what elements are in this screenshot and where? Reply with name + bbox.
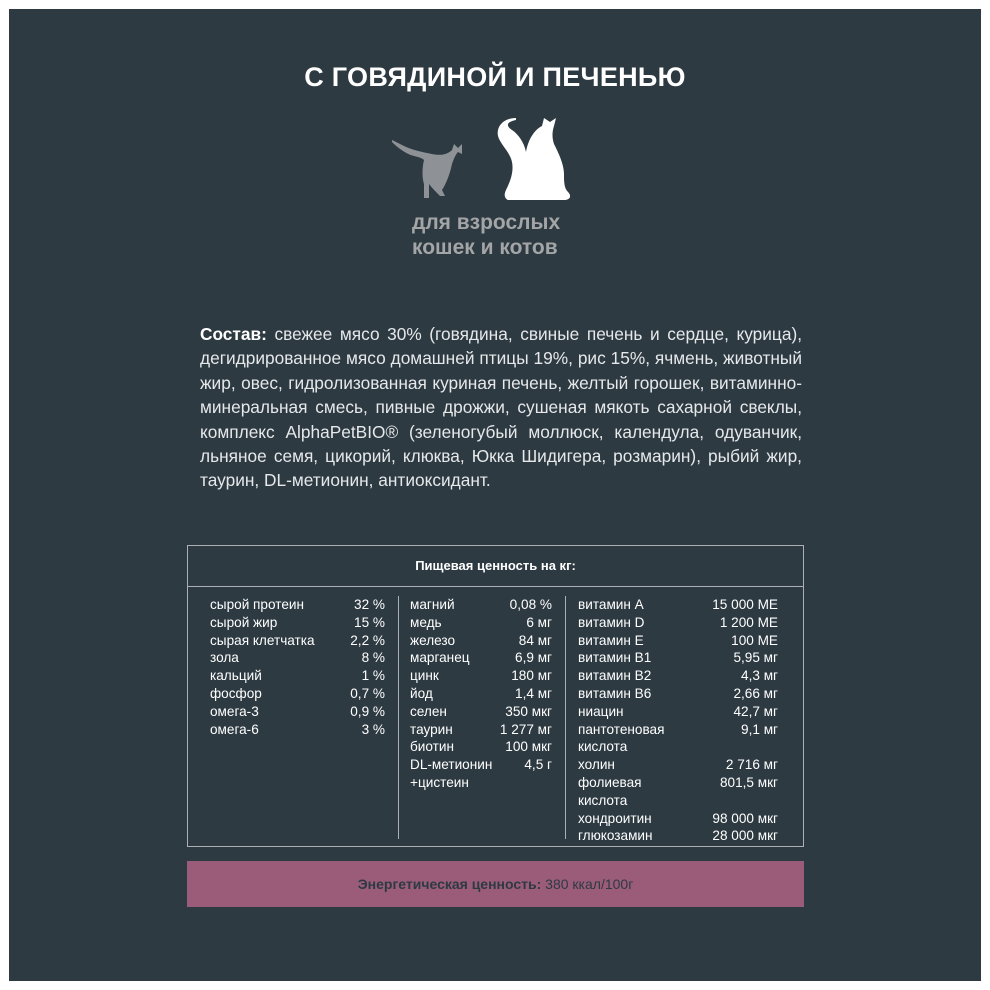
- nutrient-row: [410, 703, 552, 721]
- nutrient-row: [210, 632, 385, 650]
- nutrient-name: пантотеновая: [578, 721, 665, 737]
- nutrient-value: 15 %: [354, 614, 385, 630]
- nutrient-row: [578, 614, 778, 632]
- nutrient-value: 9,1 мг: [741, 721, 778, 737]
- nutrient-row: [578, 774, 778, 792]
- composition-text: [200, 322, 802, 493]
- target-audience-line-1: для взрослых: [412, 211, 561, 234]
- cats-illustration: [388, 112, 588, 212]
- small-cat-icon: [392, 140, 462, 198]
- nutrient-value: 2 716 мг: [725, 757, 778, 773]
- nutrient-value: 801,5 мкг: [719, 774, 778, 790]
- nutrient-name: кальций: [210, 668, 262, 684]
- nutrient-row: [578, 667, 778, 685]
- nutrient-row: [210, 721, 385, 739]
- nutrient-name: цинк: [410, 668, 439, 684]
- energy-label: Энергетическая ценность:: [357, 876, 542, 892]
- nutrient-value: 98 000 мкг: [712, 810, 778, 826]
- nutrient-value: 2,66 мг: [733, 685, 778, 701]
- nutrient-name: холин: [578, 757, 615, 773]
- composition-label: Состав:: [200, 324, 267, 344]
- product-title: С ГОВЯДИНОЙ И ПЕЧЕНЬЮ: [304, 62, 686, 92]
- nutrition-table-header: Пищевая ценность на кг:: [188, 546, 803, 587]
- nutrient-row: [410, 614, 552, 632]
- nutrient-row: [578, 792, 778, 810]
- nutrient-name: кислота: [578, 792, 628, 808]
- nutrient-value: 8 %: [361, 650, 385, 666]
- nutrient-value: 15 000 МЕ: [712, 597, 778, 612]
- nutrient-row: [578, 810, 778, 828]
- nutrient-value: 28 000 мкг: [712, 828, 778, 844]
- nutrient-row: [410, 756, 552, 774]
- nutrient-value: 4,3 мг: [741, 668, 778, 684]
- nutrient-value: 5,95 мг: [733, 650, 778, 666]
- column-divider: [398, 596, 399, 839]
- nutrient-name: витамин E: [578, 632, 644, 648]
- nutrient-value: 84 мг: [518, 632, 552, 648]
- nutrient-value: 1 %: [361, 668, 385, 684]
- energy-value: 380 ккал/100г: [541, 876, 634, 892]
- nutrient-value: 6,9 мг: [515, 650, 552, 666]
- nutrient-row: [210, 596, 385, 614]
- nutrient-row: [578, 596, 778, 614]
- nutrient-row: [410, 685, 552, 703]
- nutrient-row: [210, 649, 385, 667]
- nutrient-name: сырой протеин: [210, 597, 304, 612]
- nutrient-name: омега-6: [210, 721, 259, 737]
- nutrient-name: таурин: [410, 721, 453, 737]
- nutrient-value: 1,4 мг: [515, 685, 552, 701]
- nutrient-value: 32 %: [354, 597, 385, 612]
- target-audience-label: [412, 210, 612, 260]
- large-cat-icon: [498, 118, 570, 200]
- nutrient-row: [578, 756, 778, 774]
- nutrient-name: медь: [410, 614, 442, 630]
- nutrient-row: [578, 721, 778, 739]
- nutrient-name: хондроитин: [578, 810, 652, 826]
- nutrient-row: [578, 649, 778, 667]
- nutrient-name: йод: [410, 685, 433, 701]
- nutrient-name: магний: [410, 597, 455, 612]
- nutrient-value: 180 мг: [511, 668, 552, 684]
- nutrient-row: [410, 721, 552, 739]
- nutrient-row: [578, 738, 778, 756]
- composition-ingredients: свежее мясо 30% (говядина, свиные печень и сердце, курица), дегидрированное мясо домашней птицы 19%, рис 15%, ячмень, животный жир, овес, гидролизованная куриная печень, желтый горошек, витаминно-минеральная смесь, пивные дрожжи, сушеная мякоть сахарной свеклы, комплекс AlphaPetBIO® (зеленогубый моллюск, календула, одуванчик, льняное семя, цикорий, клюква, Юкка Шидигера, розмарин), рыбий жир, таурин, DL-метионин, антиоксидант.: [200, 324, 802, 491]
- nutrient-value: 0,9 %: [350, 703, 385, 719]
- nutrient-row: [210, 614, 385, 632]
- nutrient-name: марганец: [410, 650, 470, 666]
- nutrient-row: [410, 667, 552, 685]
- nutrient-name: глюкозамин: [578, 828, 653, 844]
- nutrient-name: фолиевая: [578, 774, 642, 790]
- nutrient-value: 0,7 %: [350, 685, 385, 701]
- nutrient-row: [410, 774, 552, 792]
- nutrition-column-minerals: [410, 596, 552, 792]
- nutrient-row: [210, 685, 385, 703]
- nutrient-name: +цистеин: [410, 774, 469, 790]
- nutrient-value: 6 мг: [526, 614, 552, 630]
- nutrient-name: витамин B6: [578, 685, 652, 701]
- nutrient-name: омега-3: [210, 703, 259, 719]
- nutrient-name: селен: [410, 703, 447, 719]
- nutrient-row: [410, 632, 552, 650]
- nutrient-value: 0,08 %: [509, 597, 552, 612]
- column-divider: [565, 596, 566, 839]
- nutrient-value: 350 мкг: [505, 703, 552, 719]
- nutrient-name: железо: [410, 632, 456, 648]
- nutrient-name: сырой жир: [210, 614, 278, 630]
- target-audience-line-2: кошек и котов: [412, 236, 558, 259]
- nutrient-row: [210, 703, 385, 721]
- nutrient-name: фосфор: [210, 685, 262, 701]
- nutrient-value: 100 МЕ: [731, 632, 778, 648]
- nutrient-row: [578, 827, 778, 845]
- nutrition-table: [187, 545, 804, 847]
- nutrient-name: кислота: [578, 739, 628, 755]
- nutrient-name: зола: [210, 650, 239, 666]
- nutrient-name: витамин B1: [578, 650, 652, 666]
- nutrition-column-macros: [210, 596, 385, 738]
- nutrient-name: DL-метионин: [410, 757, 493, 773]
- nutrient-name: сырая клетчатка: [210, 632, 315, 648]
- nutrient-value: 1 277 мг: [499, 721, 552, 737]
- nutrient-row: [410, 738, 552, 756]
- nutrient-name: витамин D: [578, 614, 645, 630]
- nutrient-value: 100 мкг: [505, 739, 552, 755]
- nutrient-row: [578, 703, 778, 721]
- nutrient-name: ниацин: [578, 703, 624, 719]
- nutrient-value: 3 %: [361, 721, 385, 737]
- nutrient-row: [210, 667, 385, 685]
- nutrition-column-vitamins: [578, 596, 778, 845]
- nutrient-row: [410, 596, 552, 614]
- nutrient-value: 42,7 мг: [733, 703, 778, 719]
- nutrient-row: [578, 632, 778, 650]
- nutrient-value: 4,5 г: [524, 757, 552, 773]
- nutrient-name: биотин: [410, 739, 454, 755]
- nutrient-value: 1 200 МЕ: [719, 614, 778, 630]
- nutrient-row: [578, 685, 778, 703]
- nutrient-name: витамин A: [578, 597, 644, 612]
- nutrient-row: [410, 649, 552, 667]
- nutrient-name: витамин B2: [578, 668, 652, 684]
- nutrient-value: 2,2 %: [350, 632, 385, 648]
- energy-value-bar: [187, 861, 804, 907]
